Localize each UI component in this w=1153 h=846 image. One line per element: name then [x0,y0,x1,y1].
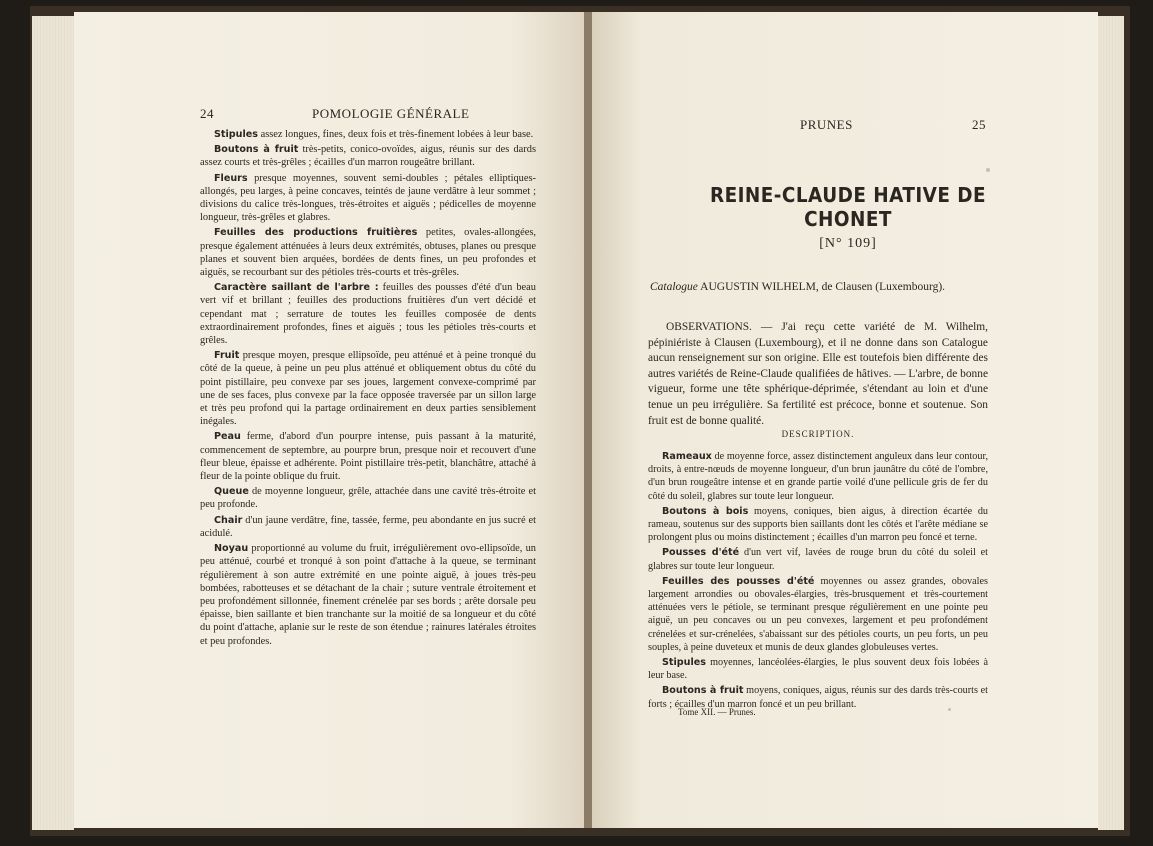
right-page-number: 25 [972,117,986,132]
catalogue-label: Catalogue [650,281,698,293]
observations-paragraph [648,320,988,429]
description-paragraph [200,514,536,540]
left-text-column [200,128,536,650]
description-paragraph [200,485,536,511]
description-heading: DESCRIPTION. [781,429,855,439]
description-paragraph [200,143,536,169]
description-paragraph [648,575,988,654]
description-paragraph [200,226,536,279]
paragraph-term: Boutons à fruit [662,685,744,697]
left-page-number: 24 [200,106,214,121]
page-edges-right [1098,16,1124,830]
description-paragraph [200,281,536,347]
paragraph-text: petites, ovales-allongées, presque également atténuées à leurs deux extrémités, obtuses, planes ou presque planes et souvent bien arquées, bordées de dents fines, un peu profondes et aiguës, se recourbant sur des pétioles très-courts et très-grêles. [200,227,536,279]
paragraph-term: Boutons à fruit [214,144,299,156]
paragraph-text: moyens, coniques, bien aigus, à direction écartée du rameau, soutenus sur des supports bien saillants dont les côtés et l'arête médiane se prolongent plus ou moins distinctement ; écailles d'un marron peu foncé et terne. [648,505,989,544]
paragraph-text: de moyenne longueur, grêle, attachée dans une cavité très-étroite et peu profonde. [200,486,536,511]
description-paragraph [200,542,536,648]
left-running-head: POMOLOGIE GÉNÉRALE [312,106,470,121]
paragraph-term: Fruit [214,350,240,362]
paragraph-term: Caractère saillant de l'arbre : [214,282,379,294]
variety-number: [N° 109] [819,236,877,251]
book-gutter [584,12,592,828]
paragraph-term: Stipules [662,657,706,669]
paragraph-term: Feuilles des pousses d'été [662,575,815,587]
paragraph-term: Peau [214,431,241,443]
description-paragraph [200,172,536,225]
description-paragraph [200,128,536,141]
paper-speck [948,708,951,711]
paragraph-text: moyennes ou assez grandes, obovales largement arrondies ou obovales-élargies, très-brusquement et très-courtement atténuées vers le pétiole, se terminant presque régulièrement en une pointe peu aiguë, un peu concaves ou un peu convexes, largement et peu profondément crénelées et sur-crénelées, s'abaissant sur des pétioles courts, un peu forts, un peu souples, à peine duveteux et munis de deux glandes globuleuses vertes. [648,575,988,653]
page-edges-left [32,16,74,830]
paragraph-text: presque moyennes, souvent semi-doubles ; pétales elliptiques-allongés, peu larges, à peine concaves, teintés de jaune verdâtre à leur sommet ; divisions du calice très-longues, très-étroites et aiguës ; pédicelles de moyenne longueur, très-grêles et glabres. [200,172,536,224]
variety-title: REINE-CLAUDE HATIVE DE CHONET [709,183,987,231]
paragraph-text: moyennes, lancéolées-élargies, le plus souvent deux fois lobées à leur base. [648,657,988,682]
paragraph-text: très-petits, conico-ovoïdes, aigus, réunis sur des dards assez courts et très-grêles ; écailles d'un marron rougeâtre brillant. [200,144,536,169]
catalogue-line [650,281,945,293]
paragraph-text: moyens, coniques, aigus, réunis sur des dards très-courts et forts ; écailles d'un marron foncé et un peu brillant. [648,685,988,710]
right-running-head: PRUNES [800,117,853,132]
paragraph-text: ferme, d'abord d'un pourpre intense, puis passant à la maturité, commencement de septembre, au pourpre brun, presque noir et recouvert d'une fleur bleue, épaisse et adhérente. Point pistillaire très-petit, blanchâtre, attaché à fleur de la pointe oblique du fruit. [200,431,536,483]
paragraph-term: Stipules [214,129,258,140]
observations-label: OBSERVATIONS. [666,321,752,333]
paragraph-term: Boutons à bois [662,505,749,517]
description-paragraph [648,505,988,545]
description-paragraph [200,349,536,428]
paragraph-text: proportionné au volume du fruit, irrégulièrement ovo-ellipsoïde, un peu atténué, courbé et tronqué à son point d'attache à la queue, se terminant régulièrement à son autre extrémité en une pointe aiguë, à joues très-peu bombées, rabotteuses et se détachant de la chair ; suture ventrale étroitement et peu profondément sillonnée, finement crénelée par ses bords ; arête dorsale peu épaisse, bien saillante et bien tranchante sur la moitié de sa longueur et du côté du point d'attache, aplanie sur le reste de son étendue ; rainures latérales étroites et peu profondes. [200,543,536,647]
paragraph-text: d'un vert vif, lavées de rouge brun du côté du soleil et glabres sur toute leur longueur. [648,547,988,572]
description-paragraph [648,656,988,682]
paragraph-term: Noyau [214,543,249,555]
paragraph-term: Feuilles des productions fruitières [214,227,418,239]
paragraph-text: presque moyen, presque ellipsoïde, peu atténué et à peine tronqué du côté de la queue, à peine un peu plus atténué et obliquement obtus du côté du point pistillaire, peu convexe par ses joues, largement convexe-comprimé par une de ses faces, plus convexe par la face opposée traversée par un sillon large et très peu profond qui la partage ordinairement en deux parties sensiblement inégales. [200,350,536,428]
description-paragraph [648,450,988,503]
paragraph-term: Chair [214,514,243,526]
paragraph-term: Pousses d'été [662,547,740,559]
paper-speck [986,168,990,172]
paragraph-term: Queue [214,486,249,498]
description-paragraph [648,546,988,572]
paragraph-text: d'un jaune verdâtre, fine, tassée, ferme, peu abondante en jus sucré et acidulé. [200,514,536,539]
paragraph-text: feuilles des pousses d'été d'un beau vert vif et brillant ; feuilles des productions fruitières d'un vert décidé et cependant mat ; serrature de toutes les feuilles composée de dents extraordinairement profondes, fines et aiguës ; tous les pétioles très-courts et grêles. [200,282,536,347]
page-footer: Tome XII. — Prunes. [678,707,756,717]
paragraph-text: assez longues, fines, deux fois et très-finement lobées à leur base. [258,129,534,140]
paragraph-term: Fleurs [214,172,248,184]
catalogue-text: AUGUSTIN WILHELM, de Clausen (Luxembourg). [697,281,946,293]
paragraph-term: Rameaux [662,451,712,462]
description-paragraph [200,430,536,483]
description-column [648,450,988,713]
observations-text: — J'ai reçu cette variété de M. Wilhelm, pépiniériste à Clausen (Luxembourg), et il ne donne dans son Catalogue aucun renseignement sur son origine. Elle est toutefois bien différente des autres variétés de Reine-Claude qualifiées de hâtives. — L'arbre, de bonne vigueur, forme une tête sphérique-déprimée, s'étendant au loin et d'une tenue un peu irrégulière. Sa fertilité est précoce, bonne et soutenue. Son fruit est de bonne qualité. [648,321,988,427]
paragraph-text: de moyenne force, assez distinctement anguleux dans leur contour, droits, à entre-nœuds de moyenne longueur, d'un brun jaunâtre du côté de l'ombre, d'un brun rougeâtre intense et en grande partie voilé d'une pellicule gris de fer du côté du soleil, glabres sur toute leur longueur. [648,451,988,502]
